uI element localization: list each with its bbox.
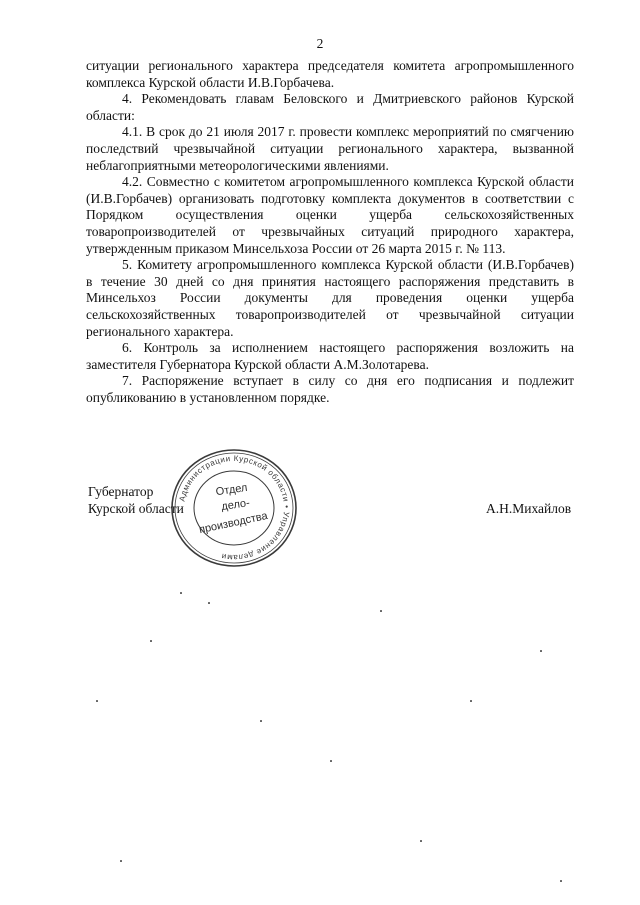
paragraph-item-7: 7. Распоряжение вступает в силу со дня его подписания и подлежит опубликованию в установленном порядке. xyxy=(86,373,574,405)
signatory-title-line2: Курской области xyxy=(88,500,184,516)
page-number: 2 xyxy=(316,36,324,51)
paragraph-continuation: ситуации регионального характера председателя комитета агропромышленного комплекса Курской области И.В.Горбачева. xyxy=(86,58,574,90)
stamp-center-line3: производства xyxy=(198,509,269,537)
document-body xyxy=(86,58,574,406)
signatory-title-line1: Губернатор xyxy=(88,484,154,499)
paragraph-item-4-2: 4.2. Совместно с комитетом агропромышленного комплекса Курской области (И.В.Горбачев) организовать подготовку комплекта документов в соответствии с Порядком осуществления оценки ущерба сельскохозяйственных товаропроизводителей от чрезвычайных ситуаций природного характера, утвержденным приказом Минсельхоза России от 26 марта 2015 г. № 113. xyxy=(86,174,574,256)
stamp-center-line2: дело- xyxy=(220,497,251,513)
paragraph-item-4-1: 4.1. В срок до 21 июля 2017 г. провести комплекс мероприятий по смягчению последствий чрезвычайной ситуации регионального характера, вызванной неблагоприятными метеорологическими явлениями. xyxy=(86,124,574,173)
stamp-center-line1: Отдел xyxy=(214,481,249,499)
paragraph-item-4: 4. Рекомендовать главам Беловского и Дмитриевского районов Курской области: xyxy=(86,91,574,123)
paragraph-item-5: 5. Комитету агропромышленного комплекса Курской области (И.В.Горбачев) в течение 30 дней со дня принятия настоящего распоряжения представить в Минсельхоз России документы для проведения оценки ущерба сельскохозяйственных товаропроизводителей от чрезвычайной ситуации регионального характера. xyxy=(86,257,574,339)
stamp-ring-text: Администрации Курской области • Управление делами xyxy=(177,453,292,563)
signatory-name: А.Н.Михайлов xyxy=(486,501,572,516)
official-stamp xyxy=(168,446,300,570)
paragraph-item-6: 6. Контроль за исполнением настоящего распоряжения возложить на заместителя Губернатора Курской области А.М.Золотарева. xyxy=(86,340,574,372)
